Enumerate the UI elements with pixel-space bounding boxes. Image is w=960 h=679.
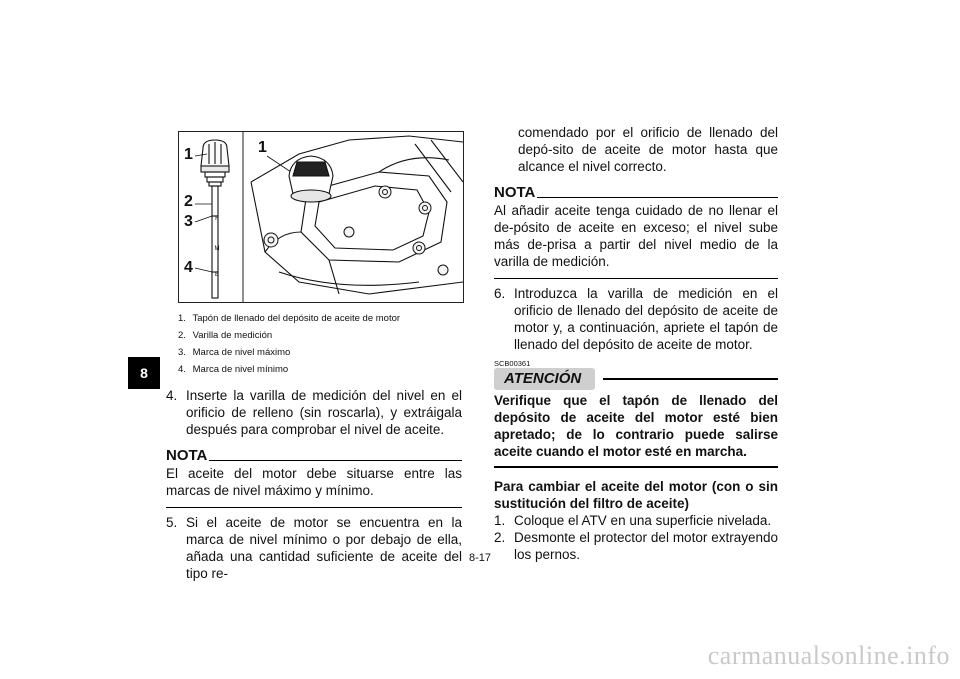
step-number: 1. bbox=[494, 513, 506, 528]
step-text: Introduzca la varilla de medición en el orificio de llenado del depósito de aceite de motor y, a continuación, apriete el tapón de llenado del depósito de aceite de motor. bbox=[514, 286, 778, 352]
engine-oil-drawing bbox=[179, 132, 463, 302]
watermark[interactable]: carmanualsonline.info bbox=[707, 641, 950, 670]
note-end-rule bbox=[494, 278, 778, 279]
step-6 bbox=[494, 285, 778, 353]
callout-2: 2 bbox=[184, 193, 193, 210]
step-number: 2. bbox=[494, 530, 506, 545]
page-number: 8-17 bbox=[468, 552, 492, 564]
step-4 bbox=[166, 387, 462, 438]
caption-1: 1. Tapón de llenado del depósito de aceite de motor bbox=[178, 313, 401, 324]
mark-f: F bbox=[215, 216, 219, 222]
step-text: Coloque el ATV en una superficie nivelada. bbox=[514, 513, 772, 528]
mark-e: E bbox=[214, 272, 220, 278]
caption-2: 2. Varilla de medición bbox=[178, 330, 273, 341]
step-number: 6. bbox=[494, 286, 506, 301]
note-heading: NOTA bbox=[494, 185, 778, 200]
callout-1-engine: 1 bbox=[258, 139, 267, 156]
step-text: Desmonte el protector del motor extrayendo los pernos. bbox=[514, 530, 778, 562]
caution-label: ATENCIÓN bbox=[494, 368, 595, 390]
step-1 bbox=[494, 512, 778, 529]
dipstick-illustration bbox=[178, 131, 464, 303]
step-text: Inserte la varilla de medición del nivel en el orificio de relleno (sin roscarla), y extráigala después para comprobar el nivel de aceite. bbox=[186, 388, 462, 437]
note-text: El aceite del motor debe situarse entre las marcas de nivel máximo y mínimo. bbox=[166, 466, 462, 498]
engine-case bbox=[251, 136, 463, 294]
left-column bbox=[166, 387, 462, 582]
step-number: 4. bbox=[166, 388, 178, 403]
callout-3: 3 bbox=[184, 213, 193, 230]
caution-text: Verifique que el tapón de llenado del depósito de aceite del motor esté bien apretado; de lo contrario puede salirse aceite cuando el motor esté en marcha. bbox=[494, 393, 778, 459]
caption-4: 4. Marca de nivel mínimo bbox=[178, 364, 289, 375]
caution-end-rule bbox=[494, 466, 778, 468]
step-5-continuation: comendado por el orificio de llenado del depó-sito de aceite de motor hasta que alcance el nivel correcto. bbox=[518, 125, 778, 174]
step-number: 5. bbox=[166, 515, 178, 530]
caution-code: SCB00361 bbox=[494, 359, 531, 368]
section-title: Para cambiar el aceite del motor (con o sin sustitución del filtro de aceite) bbox=[494, 479, 778, 511]
caution-heading bbox=[494, 368, 778, 390]
note-end-rule bbox=[166, 507, 462, 508]
right-column bbox=[494, 124, 778, 563]
note-heading: NOTA bbox=[166, 448, 462, 463]
chapter-tab: 8 bbox=[128, 357, 160, 389]
filler-cap bbox=[289, 156, 333, 202]
caption-3: 3. Marca de nivel máximo bbox=[178, 347, 291, 358]
mark-m: M bbox=[214, 246, 220, 252]
step-text: Si el aceite de motor se encuentra en la marca de nivel mínimo o por debajo de ella, añada una cantidad suficiente de aceite del tipo re- bbox=[186, 515, 462, 581]
callout-1: 1 bbox=[184, 146, 193, 163]
step-2 bbox=[494, 529, 778, 563]
callout-4: 4 bbox=[184, 259, 193, 276]
step-5 bbox=[166, 514, 462, 582]
note-text: Al añadir aceite tenga cuidado de no llenar el de-pósito de aceite en exceso; el nivel sube más de-prisa a partir del nivel medio de la varilla de medición. bbox=[494, 203, 778, 269]
